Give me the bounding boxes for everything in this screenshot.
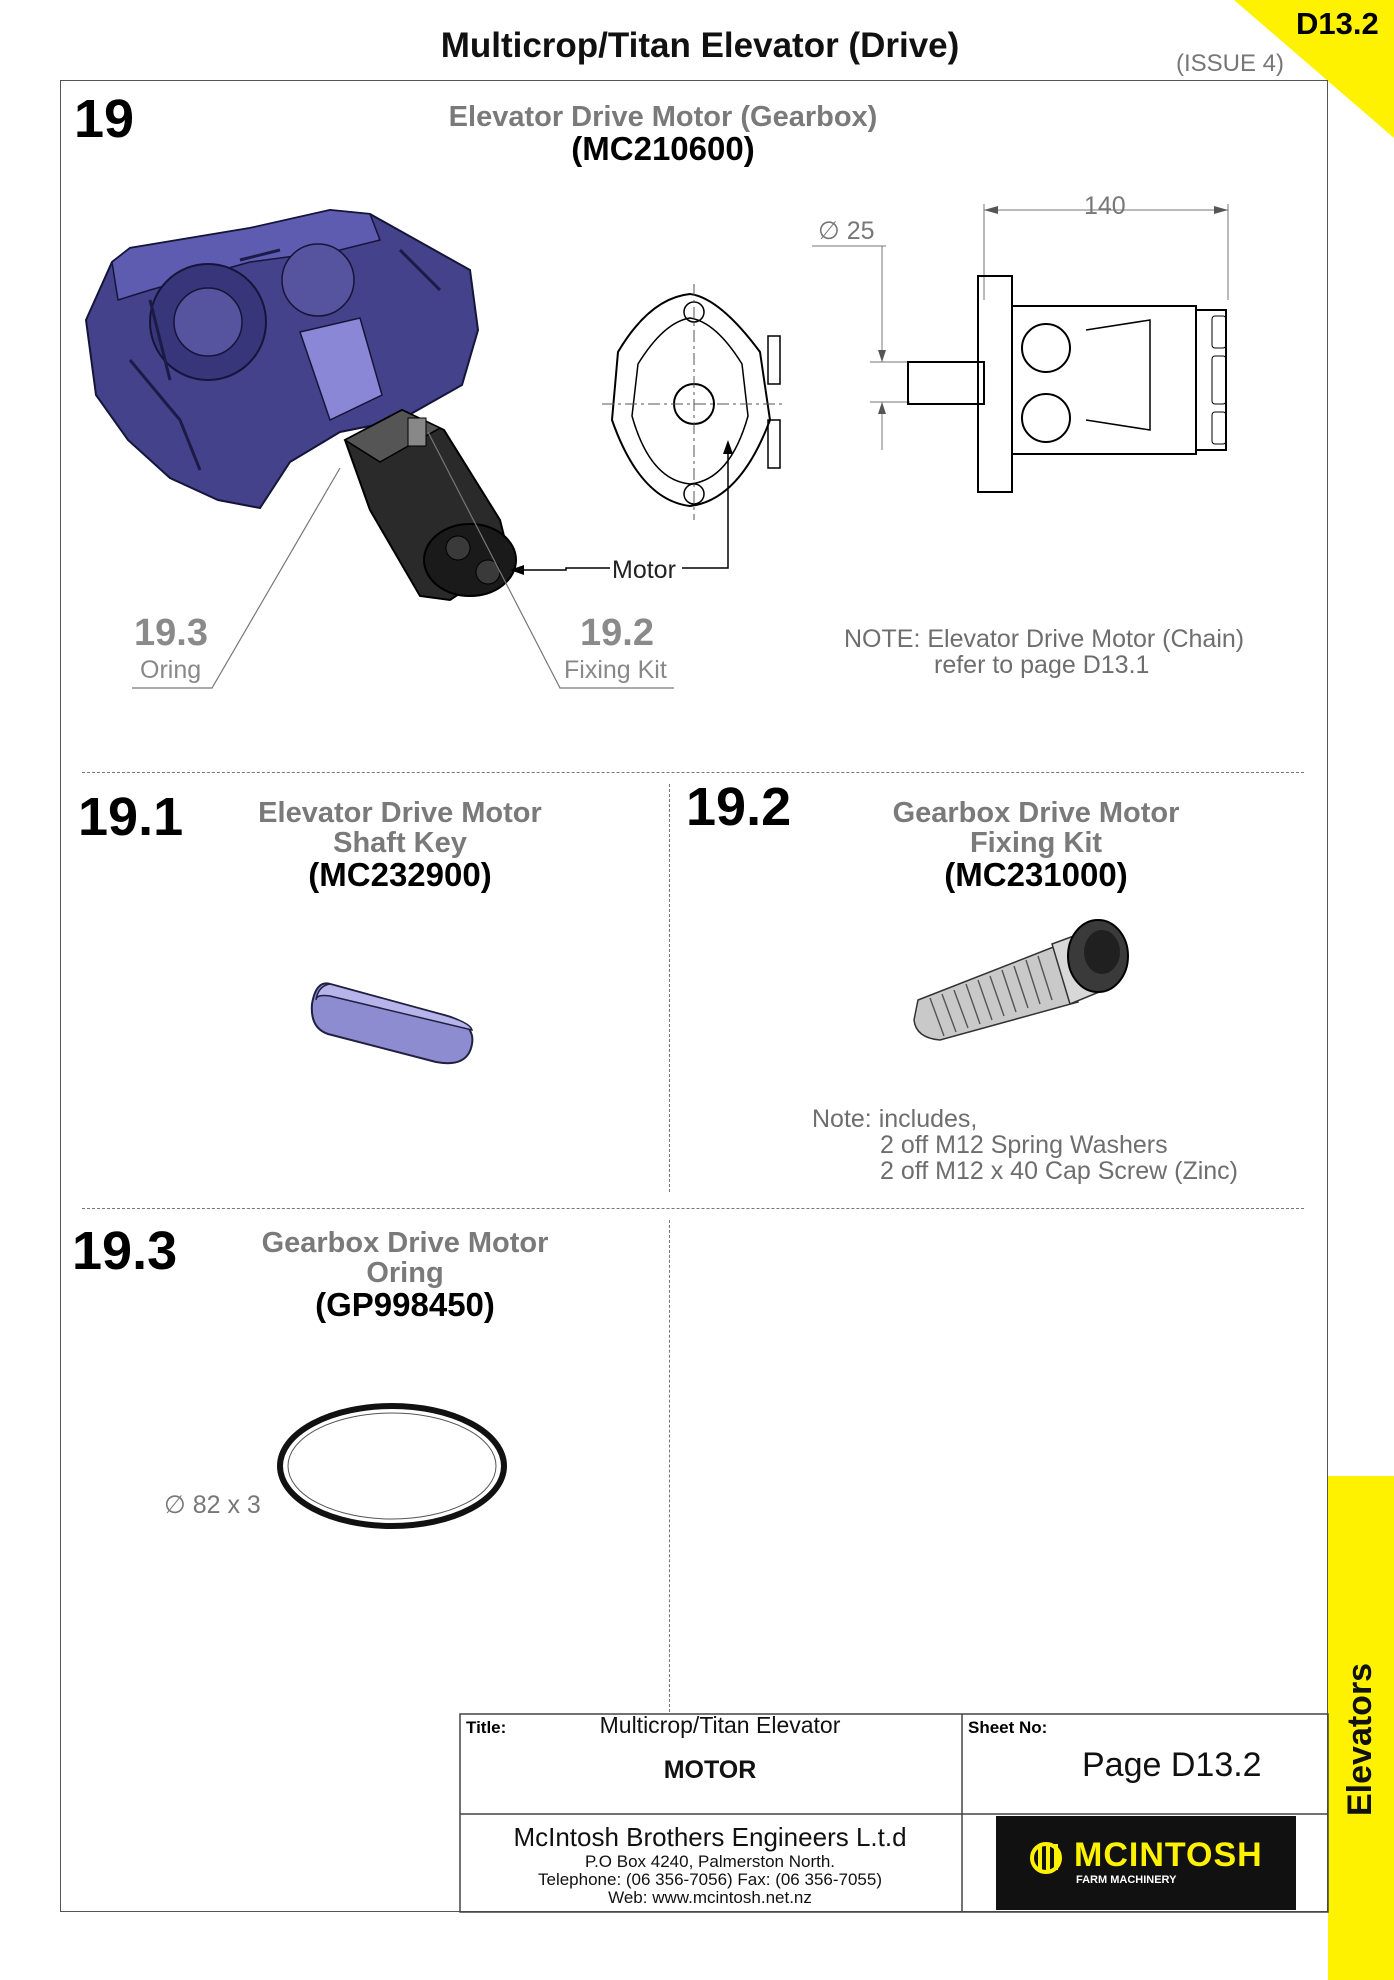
part-code: (GP998450)	[315, 1286, 495, 1323]
company-web: Web: www.mcintosh.net.nz	[608, 1888, 812, 1907]
title-block-title: Multicrop/Titan Elevator	[599, 1712, 841, 1738]
section-title: Elevator Drive Motor (Gearbox)	[448, 101, 878, 133]
issue-label: (ISSUE 4)	[1176, 50, 1285, 77]
note-line: 2 off M12 x 40 Cap Screw (Zinc)	[880, 1157, 1239, 1185]
callout-oring-number: 19.3	[134, 612, 208, 654]
section-subtitle: Fixing Kit	[969, 827, 1103, 859]
note-line: refer to page D13.1	[934, 651, 1150, 679]
section-title: Gearbox Drive Motor	[261, 1227, 549, 1259]
corner-tag: D13.2	[1296, 6, 1379, 41]
sheet-number: Page D13.2	[1082, 1746, 1262, 1784]
section-subtitle: Oring	[366, 1257, 444, 1289]
part-code: (MC232900)	[308, 856, 492, 893]
section-number: 19.2	[686, 777, 792, 837]
motor-label: Motor	[612, 556, 676, 584]
company-name: McIntosh Brothers Engineers L.t.d	[513, 1822, 907, 1852]
diameter-dimension: ∅ 25	[818, 217, 875, 245]
callout-oring-label: Oring	[140, 656, 202, 684]
company-logo-subtitle: FARM MACHINERY	[1076, 1874, 1177, 1886]
section-number: 19.3	[72, 1221, 178, 1281]
note-line: NOTE: Elevator Drive Motor (Chain)	[844, 625, 1245, 653]
section-number: 19	[74, 89, 135, 149]
side-tab-label: Elevators	[1341, 1662, 1379, 1816]
callout-fixing-kit-label: Fixing Kit	[564, 656, 667, 684]
company-address: P.O Box 4240, Palmerston North.	[584, 1852, 836, 1871]
section-subtitle: Shaft Key	[333, 827, 467, 859]
section-title: Gearbox Drive Motor	[892, 797, 1180, 829]
note-line: 2 off M12 Spring Washers	[880, 1131, 1168, 1159]
callout-fixing-kit-number: 19.2	[580, 612, 654, 654]
section-number: 19.1	[78, 787, 184, 847]
note-line: Note: includes,	[812, 1105, 978, 1133]
sheet-label: Sheet No:	[968, 1718, 1048, 1737]
page-title: Multicrop/Titan Elevator (Drive)	[440, 26, 960, 65]
company-phone: Telephone: (06 356-7056) Fax: (06 356-7055)	[537, 1870, 882, 1889]
length-dimension: 140	[1084, 192, 1126, 220]
part-code: (MC210600)	[571, 130, 755, 167]
title-block-subtitle: MOTOR	[663, 1756, 757, 1784]
section-title: Elevator Drive Motor	[258, 797, 542, 829]
oring-dimension: ∅ 82 x 3	[164, 1491, 261, 1519]
part-code: (MC231000)	[944, 856, 1128, 893]
company-logo: MCINTOSH	[1074, 1836, 1263, 1874]
title-label: Title:	[466, 1718, 507, 1737]
